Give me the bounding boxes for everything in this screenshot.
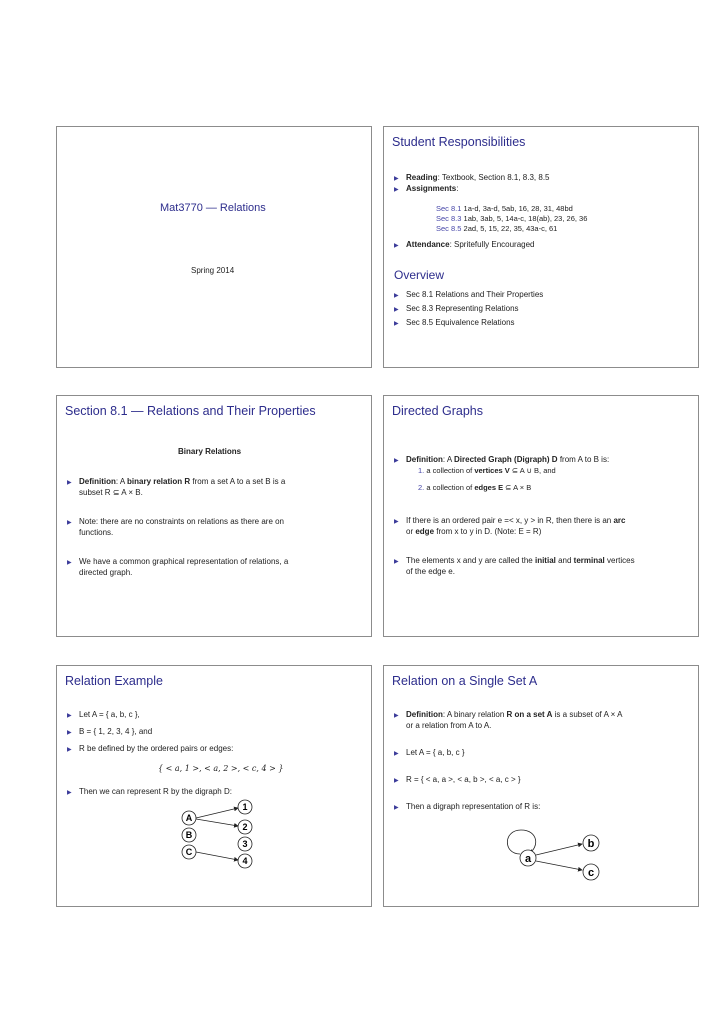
list-item: ▶ If there is an ordered pair e =< x, y > in R, then there is an arc or edge from x to y in D. (Note: E = R): [394, 516, 626, 536]
edge-list: [394, 515, 635, 577]
bullet-arrow-icon: ▶: [394, 176, 399, 182]
node-C: [182, 845, 196, 859]
svg-text:2: 2: [242, 822, 248, 832]
definition-list: [394, 454, 609, 465]
svg-text:a: a: [524, 853, 532, 865]
list-item: ▶ R = { < a, a >, < a, b >, < a, c > }: [394, 774, 622, 785]
ordered-pairs: { < a, 1 >, < a, 2 >, < c, 4 > }: [158, 764, 284, 773]
responsibilities-list: [394, 172, 550, 194]
edges-item: 2. a collection of edges E ⊆ A × B: [418, 483, 532, 492]
svg-text:B: B: [185, 830, 193, 840]
node-1: [238, 800, 252, 814]
assignment-row: Sec 8.3 1ab, 3ab, 5, 14a-c, 18(ab), 23, 26, 36: [436, 214, 588, 223]
self-loop-digraph: [499, 826, 609, 896]
attendance-list: [394, 239, 535, 250]
deck-title: Mat3770 — Relations: [160, 202, 266, 214]
assignment-row: Sec 8.5 2ad, 5, 15, 22, 35, 43a-c, 61: [436, 224, 558, 233]
slide-title: Student Responsibilities: [392, 135, 526, 149]
bullet-arrow-icon: ▶: [394, 321, 399, 327]
example-list-2: [67, 786, 232, 797]
node-3: [238, 837, 252, 851]
deck-date: Spring 2014: [191, 266, 235, 275]
list-item: ▶ Attendance: Spritefully Encouraged: [394, 239, 535, 250]
assignment-row: Sec 8.1 1a-d, 3a-d, 5ab, 16, 28, 31, 48bd: [436, 204, 573, 213]
slide-relation-single-set: [383, 665, 699, 907]
bullet-arrow-icon: ▶: [67, 790, 72, 796]
svg-text:4: 4: [242, 856, 248, 866]
node-a: [520, 850, 536, 866]
relation-list: [394, 709, 622, 812]
overview-list: [394, 289, 543, 328]
edge-a-1: [196, 808, 238, 818]
list-item: ▶ Sec 8.3 Representing Relations: [394, 303, 543, 314]
list-item: ▶ Reading: Textbook, Section 8.1, 8.3, 8.5: [394, 172, 550, 183]
svg-text:c: c: [587, 867, 595, 879]
bullet-arrow-icon: ▶: [394, 778, 399, 784]
assignments-table: [436, 204, 587, 234]
slide-title-page: [56, 126, 372, 368]
bullet-arrow-icon: ▶: [394, 751, 399, 757]
node-b: [583, 835, 599, 851]
list-item: ▶ Definition: A binary relation R on a set A is a subset of A × A or a relation from A to A.: [394, 710, 623, 730]
list-item: ▶ Let A = { a, b, c },: [67, 709, 233, 720]
slide-title: Relation on a Single Set A: [392, 674, 538, 688]
bullet-arrow-icon: ▶: [394, 805, 399, 811]
list-item: ▶ The elements x and y are called the initial and terminal vertices of the edge e.: [394, 556, 635, 576]
list-item: ▶ We have a common graphical representation of relations, a directed graph.: [67, 557, 289, 577]
edge-a-c: [536, 861, 582, 870]
edge-c-4: [196, 852, 238, 860]
bullet-arrow-icon: ▶: [67, 747, 72, 753]
bullet-arrow-icon: ▶: [67, 560, 72, 566]
list-item: ▶ Assignments:: [394, 183, 550, 194]
svg-text:C: C: [185, 847, 193, 857]
slide-title: Directed Graphs: [392, 404, 484, 418]
list-item: ▶ Definition: A binary relation R from a set A to a set B is a subset R ⊆ A × B.: [67, 477, 286, 497]
svg-text:3: 3: [242, 839, 248, 849]
edge-a-b: [536, 844, 582, 855]
svg-text:A: A: [185, 813, 193, 823]
list-item: ▶ R be defined by the ordered pairs or edges:: [67, 743, 233, 754]
list-item: ▶ Let A = { a, b, c }: [394, 747, 622, 758]
list-item: ▶ Definition: A Directed Graph (Digraph) D from A to B is:: [394, 454, 609, 465]
slide-title: Relation Example: [65, 674, 163, 688]
bullet-arrow-icon: ▶: [67, 520, 72, 526]
list-item: ▶ Then a digraph representation of R is:: [394, 801, 622, 812]
bullet-arrow-icon: ▶: [394, 458, 399, 464]
bipartite-digraph: [177, 798, 267, 878]
bullet-arrow-icon: ▶: [394, 243, 399, 249]
bullet-arrow-icon: ▶: [394, 293, 399, 299]
slide-student-responsibilities: [383, 126, 699, 368]
vertices-item: 1. a collection of vertices V ⊆ A ∪ B, and: [418, 466, 556, 475]
slide-directed-graphs: [383, 395, 699, 637]
bullet-arrow-icon: ▶: [394, 187, 399, 193]
list-item: ▶ Sec 8.1 Relations and Their Properties: [394, 289, 543, 300]
slide-relation-example: [56, 665, 372, 907]
bullet-arrow-icon: ▶: [394, 519, 399, 525]
node-4: [238, 854, 252, 868]
node-c: [583, 864, 599, 880]
svg-text:1: 1: [242, 802, 248, 812]
bullet-arrow-icon: ▶: [67, 713, 72, 719]
list-item: ▶ Sec 8.5 Equivalence Relations: [394, 317, 543, 328]
node-A: [182, 811, 196, 825]
slide-section-8-1: [56, 395, 372, 637]
bullet-arrow-icon: ▶: [67, 480, 72, 486]
slide-title: Section 8.1 — Relations and Their Properties: [65, 404, 316, 418]
bullet-arrow-icon: ▶: [394, 559, 399, 565]
slide-subtitle: Binary Relations: [178, 447, 242, 456]
svg-text:b: b: [587, 838, 595, 850]
overview-title: Overview: [394, 268, 445, 282]
edge-a-2: [196, 819, 238, 826]
node-2: [238, 820, 252, 834]
bullet-arrow-icon: ▶: [67, 730, 72, 736]
example-list: [67, 709, 233, 754]
list-item: ▶ Note: there are no constraints on relations as there are on functions.: [67, 517, 285, 537]
list-item: ▶ B = { 1, 2, 3, 4 }, and: [67, 726, 233, 737]
bullet-arrow-icon: ▶: [394, 713, 399, 719]
definition-list: [67, 476, 288, 578]
node-B: [182, 828, 196, 842]
list-item: ▶ Then we can represent R by the digraph D:: [67, 786, 232, 797]
bullet-arrow-icon: ▶: [394, 307, 399, 313]
